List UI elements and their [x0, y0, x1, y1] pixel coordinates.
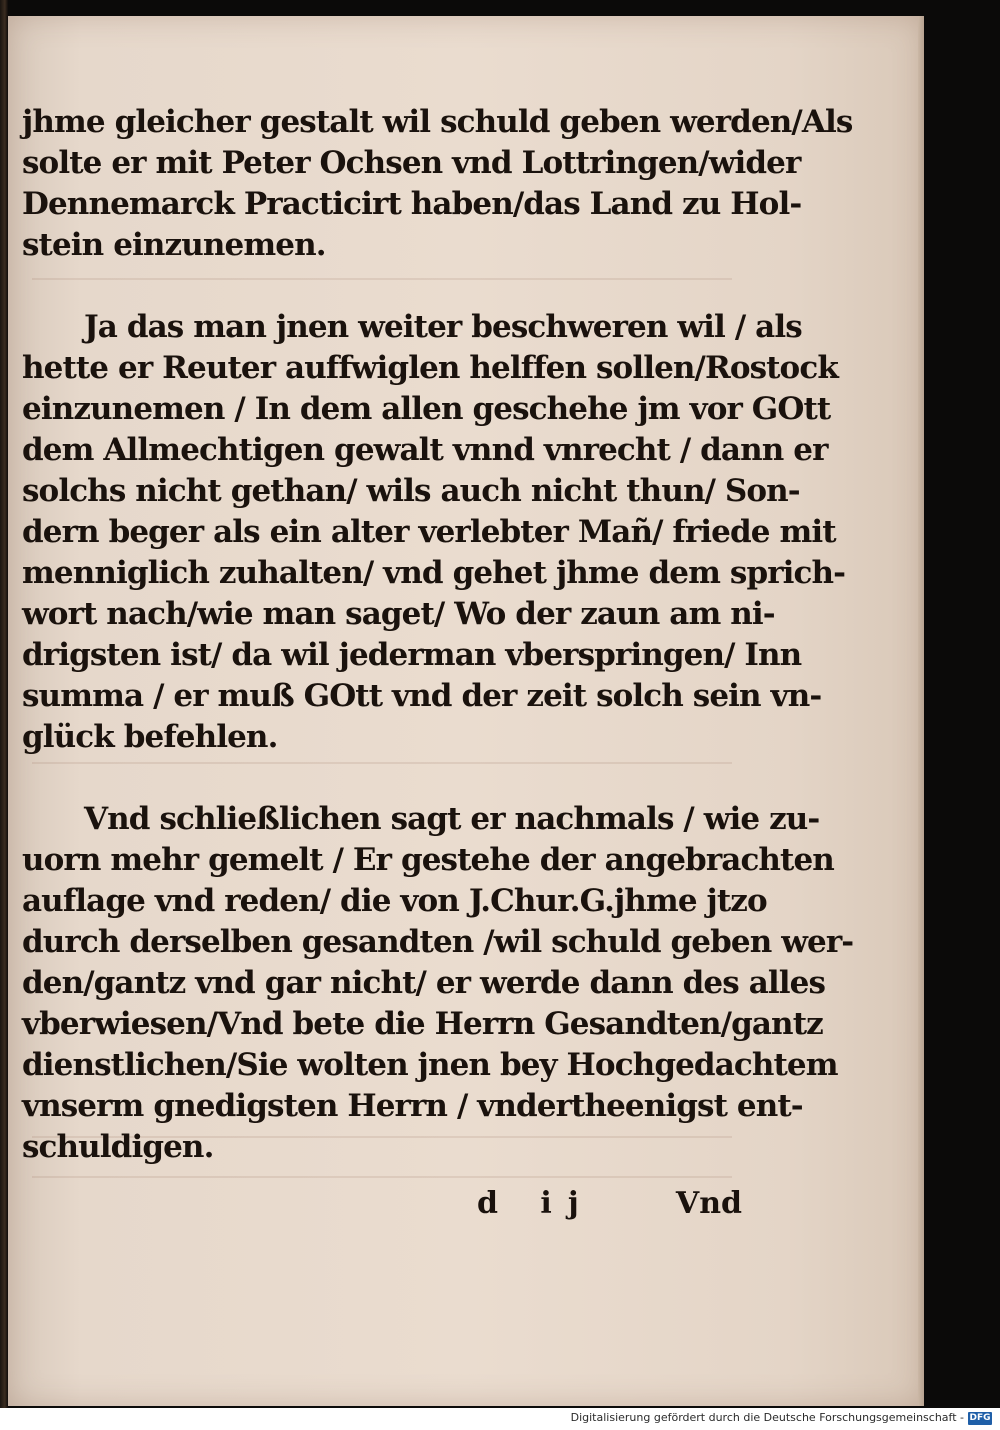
- text-line: glück befehlen.: [22, 719, 278, 755]
- paragraph-gap: [22, 758, 742, 799]
- book-page: [8, 16, 924, 1406]
- signature-mark: d ij: [477, 1186, 595, 1221]
- page-text: [22, 102, 854, 1168]
- text-line: Dennemarck Practicirt haben/das Land zu Hol-: [22, 186, 802, 222]
- paragraph-gap: [22, 266, 742, 307]
- text-line: hette er Reuter auffwiglen helffen sollen/Rostock: [22, 350, 838, 386]
- text-line: durch derselben gesandten /wil schuld geben wer-: [22, 924, 854, 960]
- credit-bar: [0, 1408, 1000, 1430]
- text-line: solte er mit Peter Ochsen vnd Lottringen/wider: [22, 145, 801, 181]
- paragraph-1: [22, 102, 853, 266]
- show-through-line: [32, 1176, 732, 1178]
- text-line: dern beger als ein alter verlebter Mañ/ friede mit: [22, 514, 836, 550]
- text-line: stein einzunemen.: [22, 227, 326, 263]
- text-line: dem Allmechtigen gewalt vnnd vnrecht / dann er: [22, 432, 828, 468]
- text-line: vberwiesen/Vnd bete die Herrn Gesandten/gantz: [22, 1006, 823, 1042]
- text-line: auflage vnd reden/ die von J.Chur.G.jhme jtzo: [22, 883, 767, 919]
- page-footer: [22, 1186, 742, 1230]
- page-edge: [918, 16, 924, 1406]
- text-line: Vnd schließlichen sagt er nachmals / wie zu-: [84, 801, 820, 837]
- dfg-logo-icon[interactable]: DFG: [969, 1413, 991, 1423]
- text-line: einzunemen / In dem allen geschehe jm vor GOtt: [22, 391, 831, 427]
- text-line: summa / er muß GOtt vnd der zeit solch sein vn-: [22, 678, 822, 714]
- text-line: dienstlichen/Sie wolten jnen bey Hochgedachtem: [22, 1047, 838, 1083]
- text-line: uorn mehr gemelt / Er gestehe der angebrachten: [22, 842, 834, 878]
- paragraph-2: [22, 307, 846, 758]
- text-line: menniglich zuhalten/ vnd gehet jhme dem sprich-: [22, 555, 846, 591]
- text-line: Ja das man jnen weiter beschweren wil / als: [84, 309, 802, 345]
- book-spine: [0, 0, 8, 1408]
- text-line: jhme gleicher gestalt wil schuld geben werden/Als: [22, 104, 853, 140]
- credit-text: Digitalisierung gefördert durch die Deutsche Forschungsgemeinschaft -: [570, 1411, 964, 1424]
- text-line: schuldigen.: [22, 1129, 214, 1165]
- text-line: drigsten ist/ da wil jederman vberspringen/ Inn: [22, 637, 802, 673]
- text-line: den/gantz vnd gar nicht/ er werde dann des alles: [22, 965, 826, 1001]
- text-line: vnserm gnedigsten Herrn / vndertheenigst ent-: [22, 1088, 803, 1124]
- catchword: Vnd: [675, 1186, 742, 1221]
- paragraph-3: [22, 799, 854, 1168]
- text-line: solchs nicht gethan/ wils auch nicht thun/ Son-: [22, 473, 800, 509]
- text-line: wort nach/wie man saget/ Wo der zaun am ni-: [22, 596, 775, 632]
